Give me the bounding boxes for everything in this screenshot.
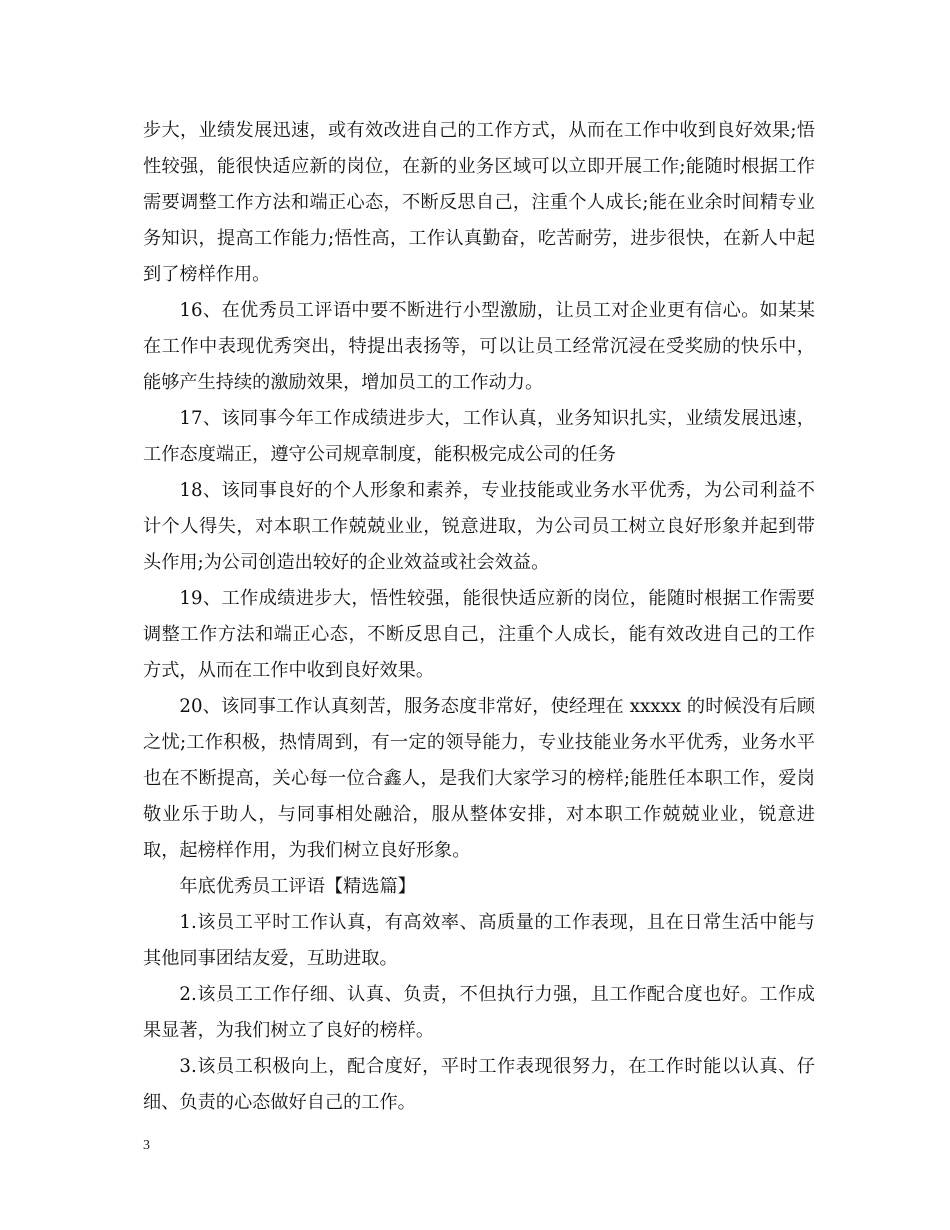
section-heading: 年底优秀员工评语【精选篇】 — [179, 876, 416, 897]
paragraph-16: 16、在优秀员工评语中要不断进行小型激励，让员工对企业更有信心。如某某在工作中表现优秀突出，特提出表扬等，可以让员工经常沉浸在受奖励的快乐中，能够产生持续的激励效果，增加员工的工作动力。 — [143, 300, 815, 393]
paragraph-20: 20、该同事工作认真刻苦，服务态度非常好，使经理在 xxxxx 的时候没有后顾之忧;工作积极，热情周到，有一定的领导能力，专业技能业务水平优秀，业务水平也在不断提高，关心每一位合鑫人，是我们大家学习的榜样;能胜任本职工作，爱岗敬业乐于助人，与同事相处融洽，服从整体安排，对本职工作兢兢业业，锐意进取，起榜样作用，为我们树立良好形象。 — [143, 696, 815, 861]
paragraph-selected-2: 2.该员工工作仔细、认真、负责，不但执行力强，且工作配合度也好。工作成果显著，为我们树立了良好的榜样。 — [143, 984, 815, 1041]
paragraph-continuation: 步大，业绩发展迅速，或有效改进自己的工作方式，从而在工作中收到良好效果;悟性较强，能很快适应新的岗位，在新的业务区域可以立即开展工作;能随时根据工作需要调整工作方法和端正心态，不断反思自己，注重个人成长;能在业余时间精专业务知识，提高工作能力;悟性高，工作认真勤奋，吃苦耐劳，进步很快，在新人中起到了榜样作用。 — [143, 120, 815, 285]
paragraph-selected-3: 3.该员工积极向上，配合度好，平时工作表现很努力，在工作时能以认真、仔细、负责的心态做好自己的工作。 — [143, 1056, 815, 1113]
page-number: 3 — [143, 1138, 150, 1153]
paragraph-17: 17、该同事今年工作成绩进步大，工作认真，业务知识扎实，业绩发展迅速，工作态度端正，遵守公司规章制度，能积极完成公司的任务 — [143, 408, 815, 465]
paragraph-19: 19、工作成绩进步大，悟性较强，能很快适应新的岗位，能随时根据工作需要调整工作方法和端正心态，不断反思自己，注重个人成长，能有效改进自己的工作方式，从而在工作中收到良好效果。 — [143, 588, 815, 681]
document-body — [143, 113, 815, 1121]
paragraph-selected-1: 1.该员工平时工作认真，有高效率、高质量的工作表现，且在日常生活中能与其他同事团结友爱，互助进取。 — [143, 912, 815, 969]
paragraph-18: 18、该同事良好的个人形象和素养，专业技能或业务水平优秀，为公司利益不计个人得失，对本职工作兢兢业业，锐意进取，为公司员工树立良好形象并起到带头作用;为公司创造出较好的企业效益或社会效益。 — [143, 480, 815, 573]
